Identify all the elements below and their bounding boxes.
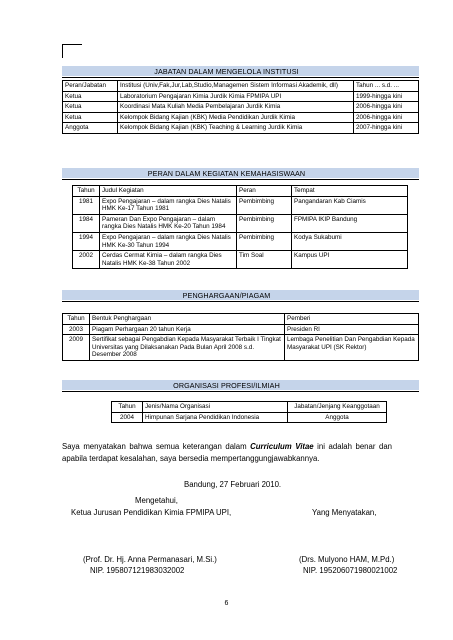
table-header-cell: Peran/Jabatan bbox=[63, 81, 118, 92]
statement-emphasis: Curriculum Vitae bbox=[250, 442, 314, 451]
section-title-penghargaan: PENGHARGAAN/PIAGAM bbox=[182, 291, 271, 300]
table-cell: 2006-hingga kini bbox=[354, 112, 419, 123]
table-row bbox=[63, 335, 419, 361]
table-row bbox=[73, 232, 408, 250]
table-cell: Kampus UPI bbox=[292, 251, 408, 269]
table-cell: 1999-hingga kini bbox=[354, 91, 419, 102]
margin-mark bbox=[62, 44, 82, 45]
place-date: Bandung, 27 Februari 2010. bbox=[184, 480, 282, 489]
table-header-cell: Peran bbox=[237, 186, 292, 197]
mengetahui-label: Mengetahui, bbox=[135, 496, 178, 505]
right-signatory-role: Yang Menyatakan, bbox=[312, 508, 377, 517]
table-cell: Anggota bbox=[288, 412, 387, 423]
table-row bbox=[73, 196, 408, 214]
table-row bbox=[63, 112, 419, 123]
jabatan-table bbox=[62, 80, 419, 134]
table-cell: Ketua bbox=[63, 112, 118, 123]
table-header-row bbox=[63, 81, 419, 92]
table-header-cell: Jenis/Nama Organisasi bbox=[143, 402, 288, 413]
table-cell: Tim Soal bbox=[237, 251, 292, 269]
table-header-cell: Tahun bbox=[63, 314, 90, 325]
table-header-cell: Tahun bbox=[112, 402, 143, 413]
table-cell: 2003 bbox=[63, 324, 90, 335]
table-cell: Lembaga Penelitian Dan Pengabdian Kepada Masyarakat UPI (SK Rektor) bbox=[285, 335, 419, 361]
table-row bbox=[63, 324, 419, 335]
table-header-cell: Pemberi bbox=[285, 314, 419, 325]
margin-mark bbox=[62, 44, 63, 58]
section-rule bbox=[62, 301, 419, 302]
table-cell: Koordinasi Mata Kuliah Media Pembelajaran Jurdik Kimia bbox=[118, 102, 354, 113]
section-rule bbox=[62, 179, 419, 180]
table-cell: 2004 bbox=[112, 412, 143, 423]
table-header-row bbox=[63, 314, 419, 325]
table-cell: Expo Pengajaran – dalam rangka Dies Natalis HMK Ke-17 Tahun 1981 bbox=[100, 196, 237, 214]
right-signatory-nip: NIP. 195206071980021002 bbox=[303, 566, 398, 575]
left-signatory-nip: NIP. 195807121983032002 bbox=[90, 566, 185, 575]
table-header-row bbox=[73, 186, 408, 197]
table-cell: Cerdas Cermat Kimia – dalam rangka Dies Natalis HMK Ke-38 Tahun 2002 bbox=[100, 251, 237, 269]
table-row bbox=[63, 102, 419, 113]
section-title-jabatan: JABATAN DALAM MENGELOLA INSTITUSI bbox=[154, 67, 299, 76]
table-row bbox=[63, 91, 419, 102]
table-cell: Pangandaran Kab Ciamis bbox=[292, 196, 408, 214]
table-header-cell: Institusi (Univ,Fak,Jur,Lab,Studio,Managemen Sistem Informasi Akademik, dll) bbox=[118, 81, 354, 92]
table-header-cell: Jabatan/Jenjang Keanggotaan bbox=[288, 402, 387, 413]
table-cell: Ketua bbox=[63, 91, 118, 102]
table-header-cell: Tahun bbox=[73, 186, 100, 197]
table-header-cell: Judul Kegiatan bbox=[100, 186, 237, 197]
table-cell: Piagam Perhargaan 20 tahun Kerja bbox=[90, 324, 285, 335]
table-cell: 2007-hingga kini bbox=[354, 123, 419, 134]
statement-paragraph bbox=[62, 441, 392, 465]
table-row bbox=[112, 412, 387, 423]
table-cell: Expo Pengajaran – dalam rangka Dies Natalis HMK Ke-30 Tahun 1994 bbox=[100, 232, 237, 250]
table-cell: Sertifikat sebagai Pengabdian Kepada Masyarakat Terbaik I Tingkat Universitas yang Dilaksanakan Pada Bulan April 2008 s.d. Desember 2008 bbox=[90, 335, 285, 361]
kemahasiswaan-table bbox=[72, 185, 408, 269]
table-header-cell: Tahun ... s.d. ... bbox=[354, 81, 419, 92]
statement-text: Saya menyatakan bahwa semua keterangan dalam bbox=[62, 442, 251, 451]
table-cell: Himpunan Sarjana Pendidikan Indonesia bbox=[143, 412, 288, 423]
table-cell: Pameran Dan Expo Pengajaran – dalam rangka Dies Natalis HMK Ke-20 Tahun 1984 bbox=[100, 214, 237, 232]
table-cell: Pembimbing bbox=[237, 232, 292, 250]
table-cell: Kelompok Bidang Kajian (KBK) Teaching & Learning Jurdik Kimia bbox=[118, 123, 354, 134]
table-cell: 2009 bbox=[63, 335, 90, 361]
table-cell: 1981 bbox=[73, 196, 100, 214]
page-number: 6 bbox=[224, 600, 229, 607]
table-cell: FPMIPA IKIP Bandung bbox=[292, 214, 408, 232]
table-cell: Anggota bbox=[63, 123, 118, 134]
table-cell: 2006-hingga kini bbox=[354, 102, 419, 113]
section-title-kemahasiswaan: PERAN DALAM KEGIATAN KEMAHASISWAAN bbox=[147, 169, 306, 178]
table-cell: Pembimbing bbox=[237, 196, 292, 214]
organisasi-table bbox=[111, 401, 387, 423]
table-row bbox=[73, 214, 408, 232]
penghargaan-table bbox=[62, 313, 419, 361]
section-rule bbox=[62, 77, 419, 78]
table-cell: 1994 bbox=[73, 232, 100, 250]
table-cell: 1984 bbox=[73, 214, 100, 232]
table-cell: 2002 bbox=[73, 251, 100, 269]
table-cell: Ketua bbox=[63, 102, 118, 113]
table-header-cell: Bentuk Penghargaan bbox=[90, 314, 285, 325]
statement-text: ini adalah benar dan apabila terdapat kesalahan, saya bersedia mempertanggungjawabkannya. bbox=[62, 442, 392, 463]
table-row bbox=[63, 123, 419, 134]
table-cell: Presiden RI bbox=[285, 324, 419, 335]
table-header-cell: Tempat bbox=[292, 186, 408, 197]
table-header-row bbox=[112, 402, 387, 413]
table-row bbox=[73, 251, 408, 269]
left-signatory-role: Ketua Jurusan Pendidikan Kimia FPMIPA UPI, bbox=[71, 508, 232, 517]
section-rule bbox=[62, 391, 419, 392]
section-title-organisasi: ORGANISASI PROFESI/ILMIAH bbox=[173, 381, 280, 390]
left-signatory-name: (Prof. Dr. Hj. Anna Permanasari, M.Si.) bbox=[83, 555, 217, 564]
table-cell: Laboratorium Pengajaran Kimia Jurdik Kimia FPMIPA UPI bbox=[118, 91, 354, 102]
table-cell: Kelompok Bidang Kajian (KBK) Media Pendidikan Jurdik Kimia bbox=[118, 112, 354, 123]
table-cell: Kodya Sukabumi bbox=[292, 232, 408, 250]
table-cell: Pembimbing bbox=[237, 214, 292, 232]
right-signatory-name: (Drs. Mulyono HAM, M.Pd.) bbox=[299, 555, 395, 564]
